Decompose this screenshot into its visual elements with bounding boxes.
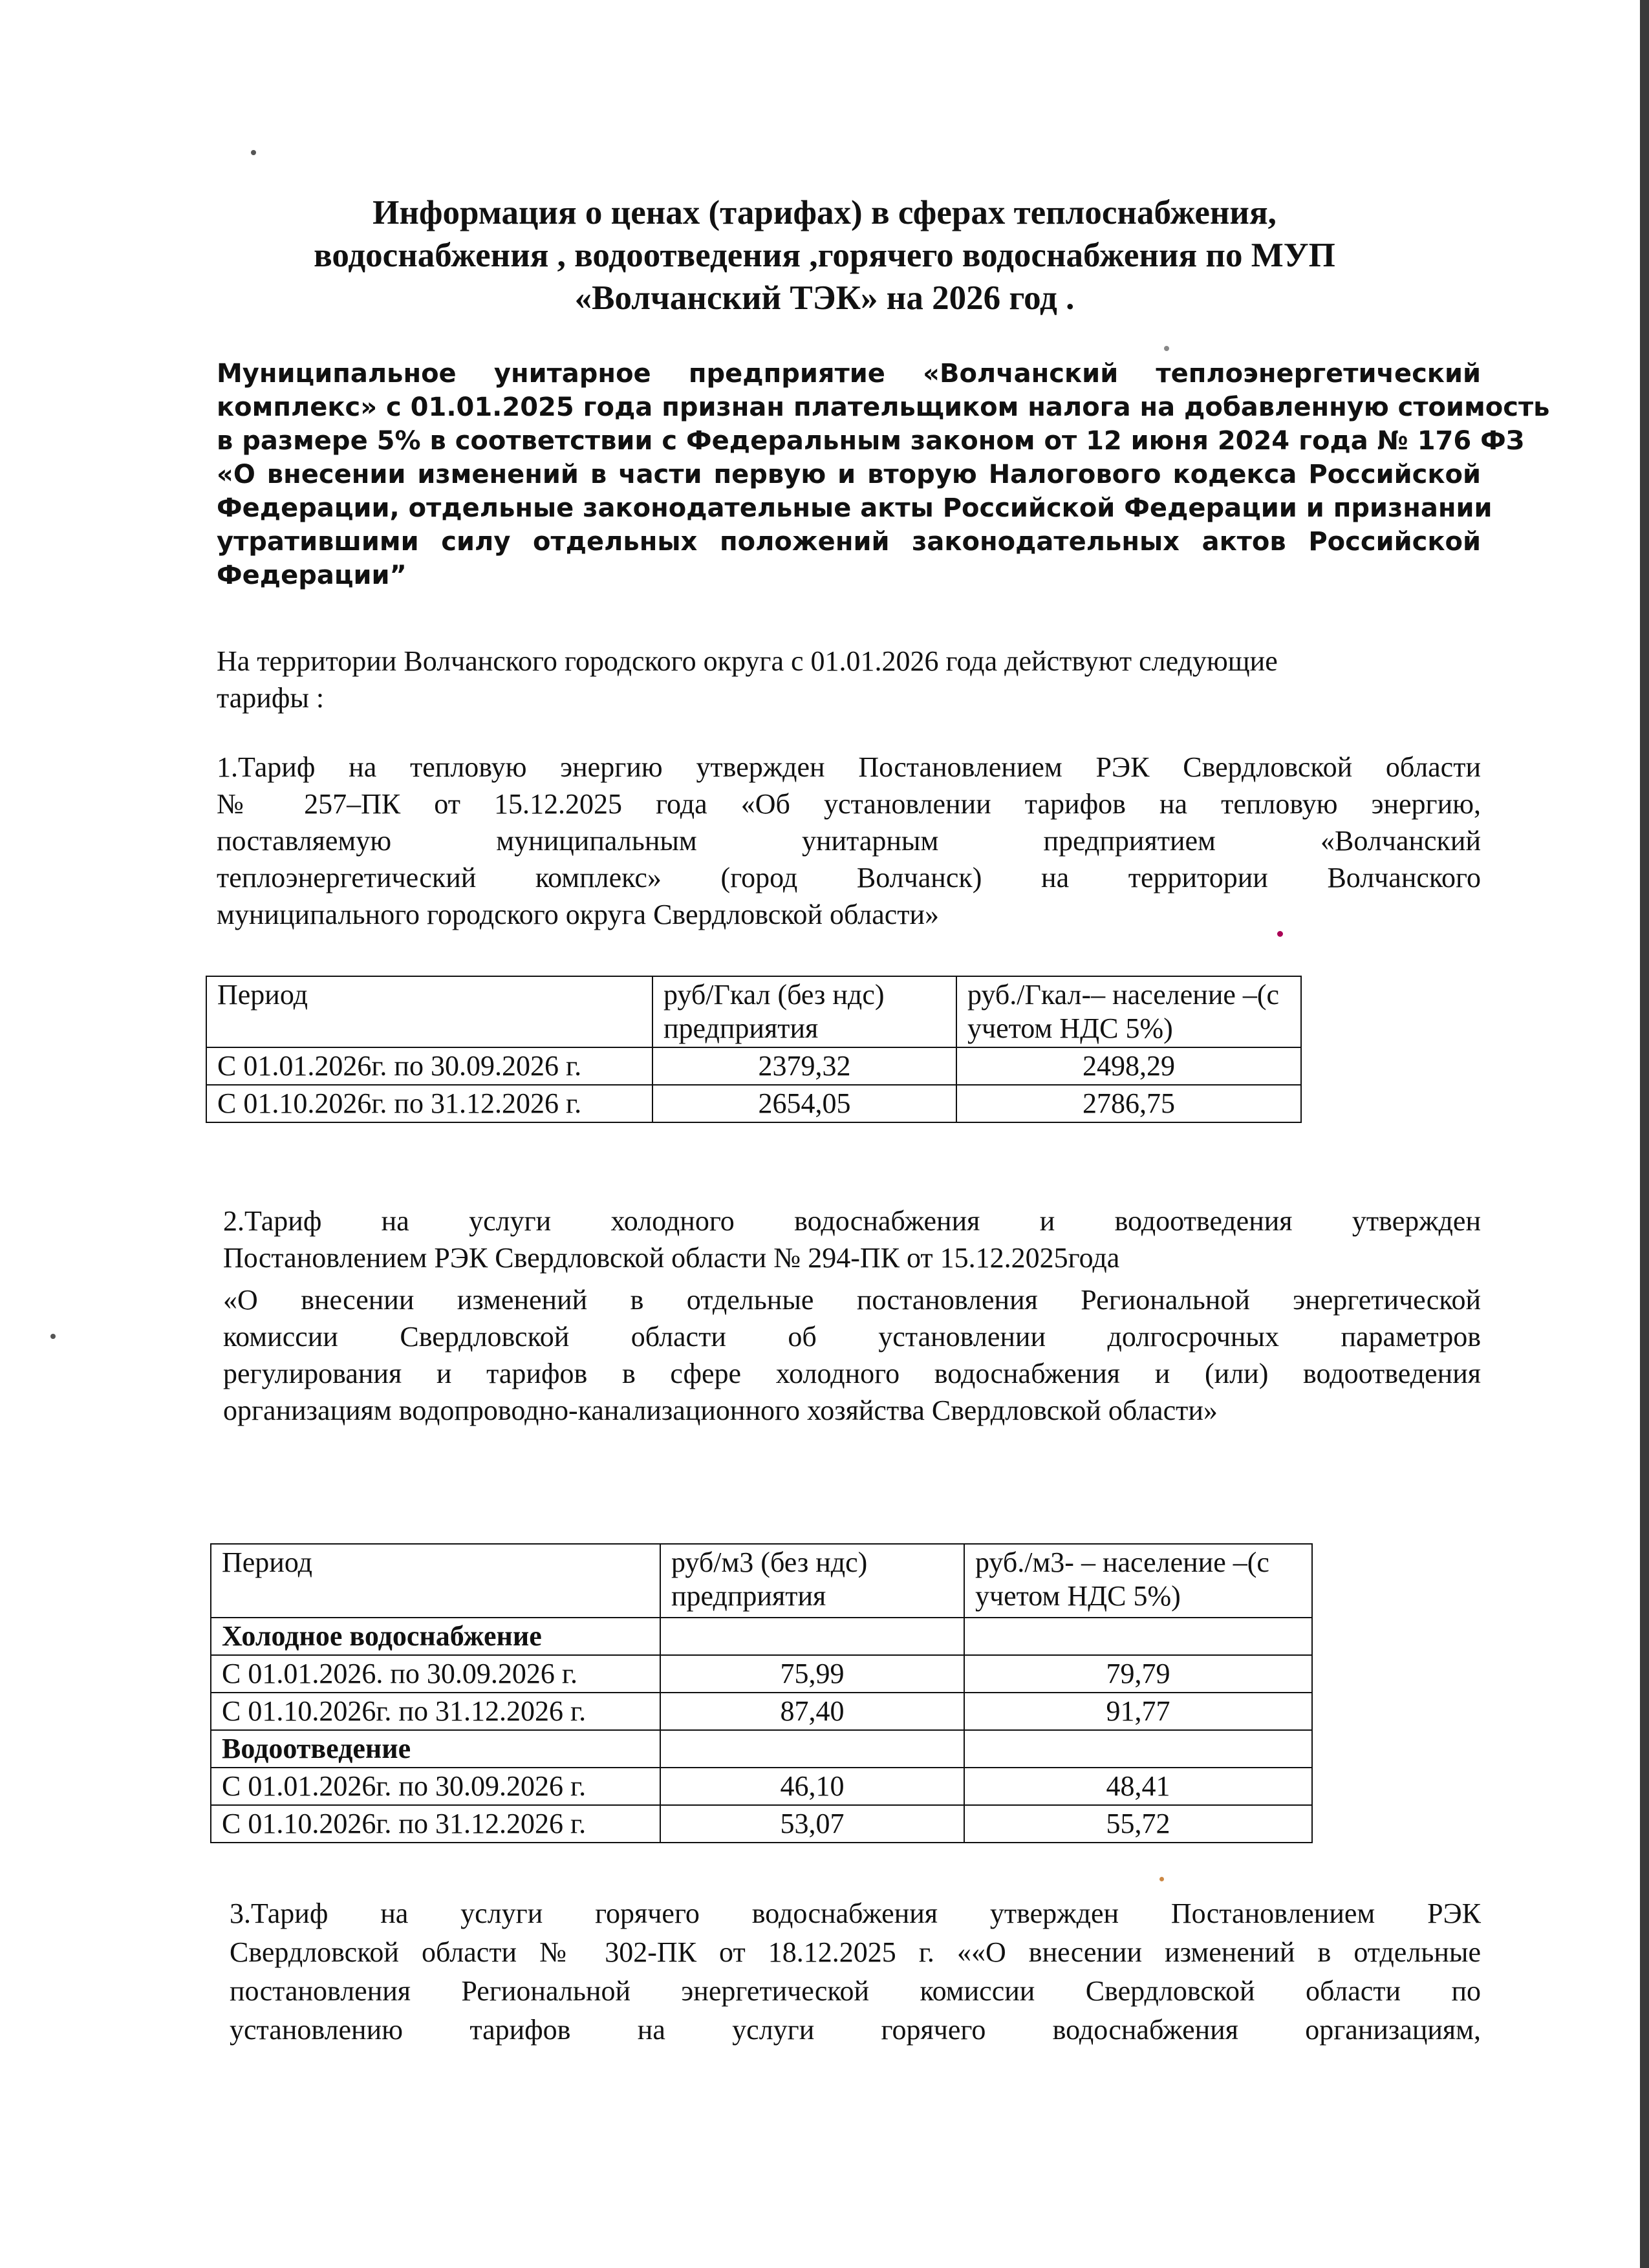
price-cell: 91,77 [964,1693,1312,1730]
period-cell: С 01.01.2026. по 30.09.2026 г. [211,1655,660,1693]
header-population-price: руб./Гкал-– население –(с учетом НДС 5%) [956,976,1301,1047]
section-3-line: 3.Тариф на услуги горячего водоснабжения утвержден Постановлением РЭК [230,1898,1481,1929]
header-enterprise-price: руб/Гкал (без ндс) предприятия [652,976,956,1047]
title-line: Информация о ценах (тарифах) в сферах теплоснабжения, [372,194,1277,231]
empty-cell [964,1730,1312,1768]
intro-paragraph [217,643,1445,716]
section-2-paragraph [223,1203,1481,1429]
heat-tariff-table [206,976,1302,1123]
section-2-line: комиссии Свердловской области об установлении долгосрочных параметров [223,1321,1481,1353]
price-cell: 55,72 [964,1805,1312,1843]
section-row-cold-water [211,1618,1312,1655]
table-header-row [206,976,1301,1047]
section-2-line: регулирования и тарифов в сфере холодного водоснабжения и (или) водоотведения [223,1358,1481,1389]
section-3-paragraph [230,1894,1481,2049]
header-enterprise-price: руб/м3 (без ндс) предприятия [660,1544,964,1618]
price-cell: 2379,32 [652,1047,956,1085]
intro-line: На территории Волчанского городского округа с 01.01.2026 года действуют следующие [217,645,1278,677]
vat-notice-line: Муниципальное унитарное предприятие «Волчанский теплоэнергетический [217,359,1481,389]
section-1-paragraph [217,749,1481,933]
empty-cell [964,1618,1312,1655]
price-cell: 46,10 [660,1768,964,1805]
section-2-line: организациям водопроводно-канализационного хозяйства Свердловской области» [223,1395,1218,1426]
section-row-drainage [211,1730,1312,1768]
header-period: Период [211,1544,660,1618]
table-row [211,1655,1312,1693]
table-header-row [211,1544,1312,1618]
price-cell: 79,79 [964,1655,1312,1693]
section-1-line: муниципального городского округа Свердловской области» [217,899,940,930]
vat-notice-line: комплекс» с 01.01.2025 года признан плательщиком налога на добавленную стоимость [217,392,1550,422]
table-row [206,1085,1301,1122]
water-tariff-table [210,1543,1313,1843]
vat-notice [217,357,1550,592]
vat-notice-line: «О внесении изменений в части первую и вторую Налогового кодекса Российской [217,460,1481,489]
section-2-line: 2.Тариф на услуги холодного водоснабжения и водоотведения утвержден [223,1205,1481,1237]
price-cell: 2654,05 [652,1085,956,1122]
table-row [211,1805,1312,1843]
price-cell: 87,40 [660,1693,964,1730]
period-cell: С 01.10.2026г. по 31.12.2026 г. [211,1693,660,1730]
price-cell: 53,07 [660,1805,964,1843]
section-2-line: «О внесении изменений в отдельные постановления Региональной энергетической [223,1284,1481,1316]
header-population-price: руб./м3- – население –(с учетом НДС 5%) [964,1544,1312,1618]
title-line: «Волчанский ТЭК» на 2026 год . [574,279,1075,317]
section-label: Холодное водоснабжение [211,1618,660,1655]
vat-notice-line: в размере 5% в соответствии с Федеральным законом от 12 июня 2024 года № 176 ФЗ [217,426,1525,456]
section-3-line: постановления Региональной энергетической комиссии Свердловской области по [230,1975,1481,2007]
period-cell: С 01.10.2026г. по 31.12.2026 г. [211,1805,660,1843]
section-1-line: № 257–ПК от 15.12.2025 года «Об установлении тарифов на тепловую энергию, [217,788,1481,820]
price-cell: 75,99 [660,1655,964,1693]
vat-notice-line: утратившими силу отдельных положений законодательных актов Российской [217,527,1481,557]
scan-speck [1164,346,1169,351]
title-line: водоснабжения , водоотведения ,горячего водоснабжения по МУП [314,237,1335,274]
section-1-line: 1.Тариф на тепловую энергию утвержден Постановлением РЭК Свердловской области [217,751,1481,783]
section-label: Водоотведение [211,1730,660,1768]
section-1-line: теплоэнергетический комплекс» (город Волчанск) на территории Волчанского [217,862,1481,893]
section-3-line: установлению тарифов на услуги горячего водоснабжения организациям, [230,2014,1481,2046]
price-cell: 2786,75 [956,1085,1301,1122]
section-2-line: Постановлением РЭК Свердловской области № 294-ПК от 15.12.2025года [223,1242,1120,1274]
price-cell: 48,41 [964,1768,1312,1805]
price-cell: 2498,29 [956,1047,1301,1085]
section-1-line: поставляемую муниципальным унитарным предприятием «Волчанский [217,825,1481,857]
document-title [194,191,1455,319]
scan-speck [1159,1877,1164,1881]
intro-line: тарифы : [217,682,325,714]
header-period: Период [206,976,652,1047]
period-cell: С 01.10.2026г. по 31.12.2026 г. [206,1085,652,1122]
scan-edge [1640,0,1649,2268]
scan-speck [50,1334,56,1339]
section-3-line: Свердловской области № 302-ПК от 18.12.2025 г. ««О внесении изменений в отдельные [230,1936,1481,1968]
empty-cell [660,1730,964,1768]
period-cell: С 01.01.2026г. по 30.09.2026 г. [211,1768,660,1805]
table-row [211,1693,1312,1730]
scan-speck [251,150,256,155]
period-cell: С 01.01.2026г. по 30.09.2026 г. [206,1047,652,1085]
vat-notice-line: Федерации, отдельные законодательные акты Российской Федерации и признании [217,493,1493,523]
vat-notice-line: Федерации” [217,561,407,590]
table-row [206,1047,1301,1085]
table-row [211,1768,1312,1805]
empty-cell [660,1618,964,1655]
